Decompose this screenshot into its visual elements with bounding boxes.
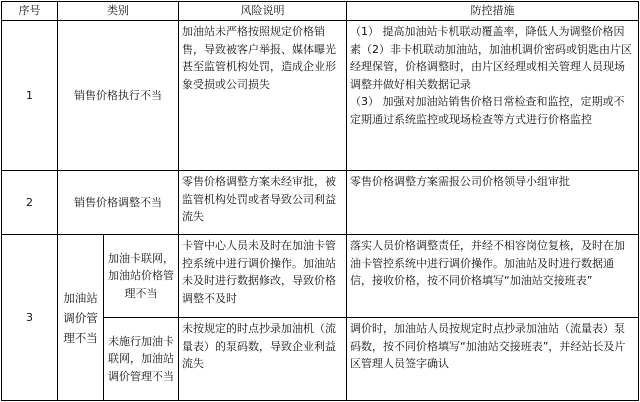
header-control: 防控措施 xyxy=(347,2,639,21)
header-category: 类别 xyxy=(58,2,179,21)
table-row xyxy=(2,171,639,235)
row-category: 销售价格调整不当 xyxy=(58,171,179,235)
row-risk: 未按规定的时点抄录加油机（流量表）的泵码数，导致企业利益流失 xyxy=(179,318,347,401)
table-row xyxy=(2,21,639,171)
row-index: 3 xyxy=(2,235,58,401)
row-category: 销售价格执行不当 xyxy=(58,21,179,171)
header-index: 序号 xyxy=(2,2,58,21)
row-control xyxy=(347,21,639,171)
row-index: 1 xyxy=(2,21,58,171)
control-line: （1） 提高加油站卡机联动覆盖率，降低人为调整价格因素（2）非卡机联动加油站，加油机调价密码或钥匙由片区经理保管，价格调整时，由片区经理或相关管理人员现场调整并做好相关数据记录 xyxy=(350,25,632,91)
row-control: 调价时，加油站人员按规定时点抄录加油站（流量表）泵码数，按不同价格填写“加油站交接班表”，并经站长及片区管理人员签字确认 xyxy=(347,318,639,401)
row-risk: 零售价格调整方案未经审批，被监管机构处罚或者导致公司利益流失 xyxy=(179,171,347,235)
risk-control-table xyxy=(1,1,639,401)
row-subcategory: 未施行加油卡联网，加油站调价管理不当 xyxy=(104,318,179,401)
row-subcategory: 加油卡联网，加油站价格管理不当 xyxy=(104,235,179,318)
row-risk: 卡管中心人员未及时在加油卡管控系统中进行调价操作。加油站未及时进行数据修改，导致价格调整不及时 xyxy=(179,235,347,318)
row-control: 落实人员价格调整责任，并经不相容岗位复核，及时在加油卡管控系统中进行调价操作。加油站及时进行数据通信，接收价格，按不同价格填写“加油站交接班表” xyxy=(347,235,639,318)
control-line: （3） 加强对加油站销售价格日常检查和监控，定期或不定期通过系统监控或现场检查等方式进行价格监控 xyxy=(350,95,625,126)
row-category-main: 加油站调价管理不当 xyxy=(58,235,104,401)
table-row xyxy=(2,235,639,318)
row-index: 2 xyxy=(2,171,58,235)
header-risk: 风险说明 xyxy=(179,2,347,21)
risk-control-document xyxy=(1,1,638,400)
header-row xyxy=(2,2,639,21)
row-risk: 加油站未严格按照规定价格销售，导致被客户举报、媒体曝光甚至监管机构处罚，造成企业形象受损或公司损失 xyxy=(179,21,347,171)
row-control: 零售价格调整方案需报公司价格领导小组审批 xyxy=(347,171,639,235)
